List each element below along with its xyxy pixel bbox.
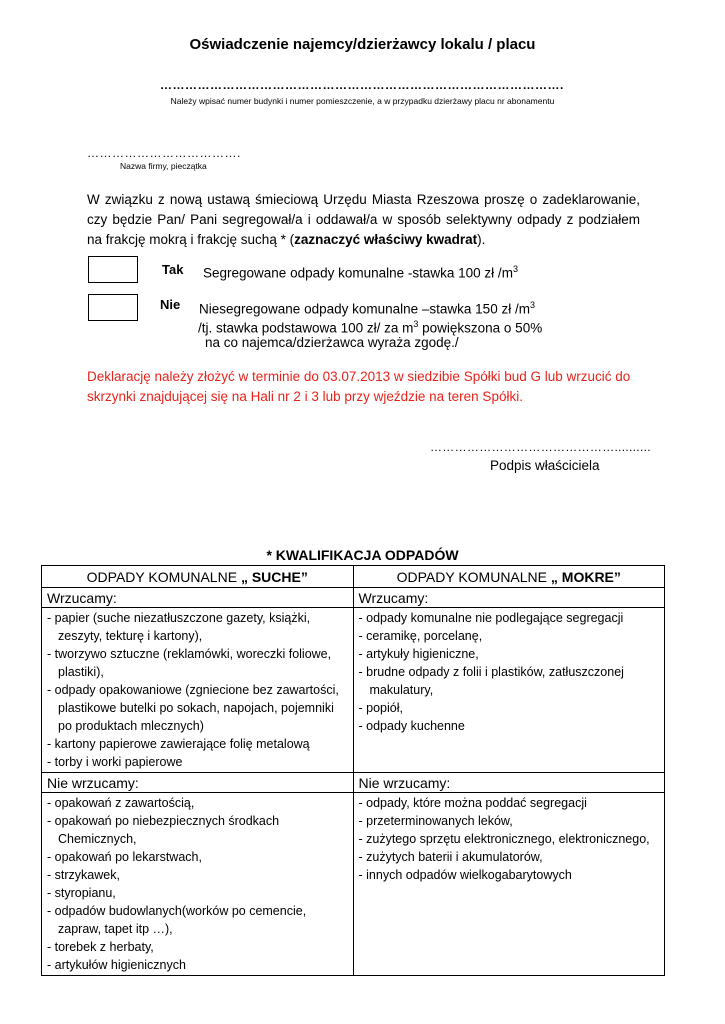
dry-header-bold: „ SUCHE” [240,568,308,585]
wet-throw-label: Wrzucamy: [353,588,665,608]
list-item: - strzykawek, [47,868,120,882]
firm-name-field: ………………………………. [87,146,241,160]
dry-nothrow-list [42,793,354,976]
tak-checkbox[interactable] [88,256,138,283]
list-item: - tworzywo sztuczne (reklamówki, woreczki foliowe, plastiki), [47,647,332,679]
dry-throw-list [42,608,354,773]
dry-header [42,566,354,588]
intro-paragraph [87,190,640,250]
wet-throw-list [353,608,665,773]
tak-text: Segregowane odpady komunalne -stawka 100 zł /m [203,265,513,281]
nie-line1-text: Niesegregowane odpady komunalne –stawka 150 zł /m [199,301,530,317]
wet-nothrow-list [353,793,665,976]
signature-label: Podpis właściciela [490,458,600,473]
wet-nothrow-label: Nie wrzucamy: [353,773,665,793]
waste-classification-table [41,565,665,976]
intro-tail: ). [477,232,486,247]
premises-number-field: ……………………………………………………………………………………. [160,78,564,92]
intro-text: W związku z nową ustawą śmieciową Urzędu Miasta Rzeszowa proszę o zadeklarowanie, czy będzie Pan/ Pani segregował/a i oddawał/a w sposób selektywny odpady z podziałem na frakcję mokrą i frakcję suchą * ( [87,192,640,247]
nie-label: Nie [160,297,181,312]
list-item: - popiół, [358,701,403,715]
list-item: - przeterminowanych leków, [358,814,513,828]
document-title: Oświadczenie najemcy/dzierżawcy lokalu / placu [189,36,536,53]
list-item: - opakowań z zawartością, [47,796,195,810]
list-item: - opakowań po niebezpiecznych środkach Chemicznych, [47,814,280,846]
nie-line3: na co najemca/dzierżawca wyraża zgodę./ [205,335,459,350]
list-item: - kartony papierowe zawierające folię metalową [47,737,310,751]
nie-line1-sup: 3 [529,300,535,310]
list-item: - zużytych baterii i akumulatorów, [358,850,543,864]
list-item: - opakowań po lekarstwach, [47,850,202,864]
list-item: - zużytego sprzętu elektronicznego, elektronicznego, [358,832,650,846]
list-item: - odpady kuchenne [358,719,465,733]
nie-line2-sup: 3 [413,319,419,329]
wet-header [353,566,665,588]
list-item: - artykułów higienicznych [47,958,186,972]
classification-title: * KWALIFIKACJA ODPADÓW [266,547,459,563]
signature-field: ……………………………………….......... [430,440,651,454]
nie-line2-tail: powiększona o 50% [418,320,543,336]
list-item: - innych odpadów wielkogabarytowych [358,868,572,882]
list-item: - styropianu, [47,886,116,900]
wet-header-prefix: ODPADY KOMUNALNE [396,568,551,585]
list-item: - torby i worki papierowe [47,755,183,769]
list-item: - papier (suche niezatłuszczone gazety, książki, zeszyty, tekturę i kartony), [47,611,311,643]
list-item: - torebek z herbaty, [47,940,154,954]
tak-label: Tak [162,262,184,277]
dry-nothrow-label: Nie wrzucamy: [42,773,354,793]
list-item: - artykuły higieniczne, [358,647,479,661]
list-item: - brudne odpady z folii i plastików, zatłuszczonej makulatury, [358,665,624,697]
deadline-notice: Deklarację należy złożyć w terminie do 03.07.2013 w siedzibie Spółki bud G lub wrzucić do skrzynki znajdującej się na Hali nr 2 i 3 lub przy wjeździe na teren Spółki. [87,369,631,404]
wet-header-bold: „ MOKRE” [550,568,621,585]
premises-number-hint: Należy wpisać numer budynki i numer pomieszczenie, a w przypadku dzierżawy placu nr abonamentu [170,96,555,106]
list-item: - odpady komunalne nie podlegające segregacji [358,611,624,625]
tak-sup: 3 [512,264,518,274]
list-item: - odpady opakowaniowe (zgniecione bez zawartości, plastikowe butelki po sokach, napojach, pojemniki po produktach mlecznych) [47,683,339,733]
dry-throw-label: Wrzucamy: [42,588,354,608]
nie-line2-text: /tj. stawka podstawowa 100 zł/ za m [198,320,414,336]
list-item: - ceramikę, porcelanę, [358,629,483,643]
intro-bold: zaznaczyć właściwy kwadrat [294,232,478,247]
firm-name-label: Nazwa firmy, pieczątka [120,161,207,171]
tak-description [203,260,518,283]
dry-header-prefix: ODPADY KOMUNALNE [86,568,241,585]
list-item: - odpadów budowlanych(worków po cemencie, zapraw, tapet itp …), [47,904,307,936]
list-item: - odpady, które można poddać segregacji [358,796,587,810]
nie-checkbox[interactable] [88,294,138,321]
